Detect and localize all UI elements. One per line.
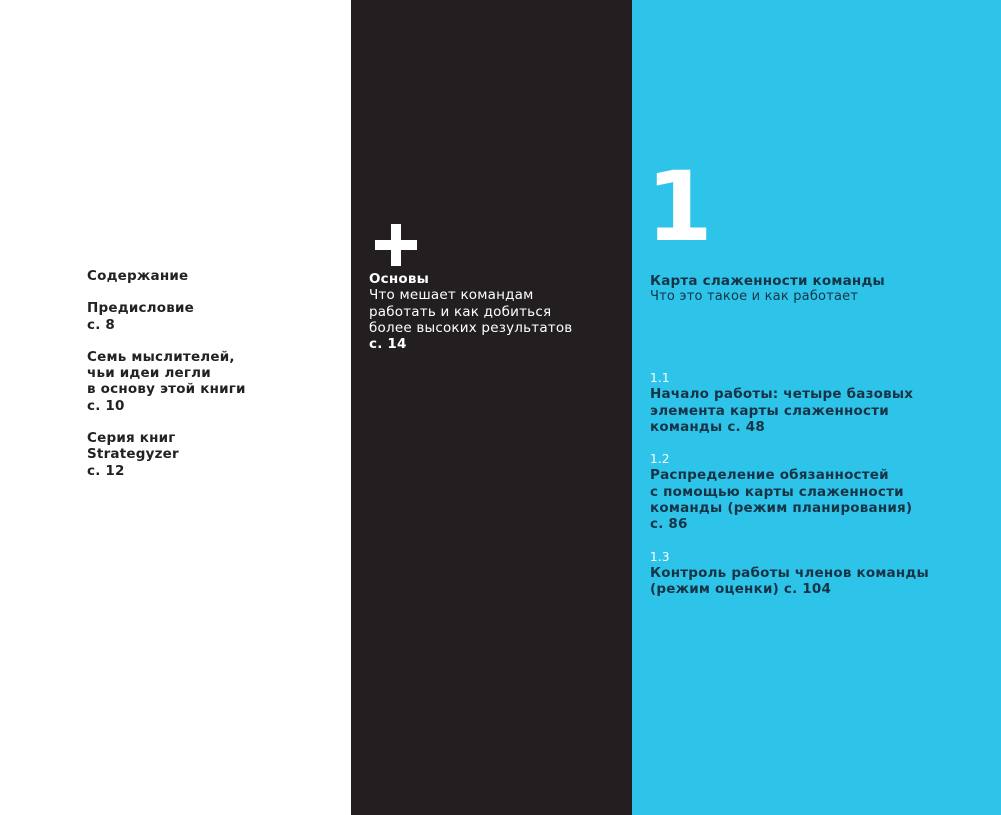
chapter-heading[interactable] xyxy=(650,273,885,306)
section-1-2[interactable] xyxy=(650,451,929,532)
basics-column xyxy=(351,0,632,815)
toc-item-preface[interactable] xyxy=(87,300,246,333)
plus-icon xyxy=(375,224,417,266)
toc-page: с. 8 xyxy=(87,316,116,333)
basics-desc: работать и как добиться xyxy=(369,303,552,320)
toc-item-book-series[interactable] xyxy=(87,430,246,479)
toc-line: чьи идеи легли xyxy=(87,365,211,382)
section-list xyxy=(650,370,929,614)
section-line: команды (режим планирования) xyxy=(650,500,913,517)
chapter-number: 1 xyxy=(646,151,713,263)
basics-title: Основы xyxy=(369,271,430,287)
section-line: команды с. 48 xyxy=(650,418,765,435)
toc-line: Предисловие xyxy=(87,300,195,317)
section-line: с помощью карты слаженности xyxy=(650,483,904,500)
chapter-column xyxy=(632,0,1001,815)
front-matter-column xyxy=(0,0,351,815)
toc-line: Strategyzer xyxy=(87,446,179,463)
basics-desc: более высоких результатов xyxy=(369,319,573,336)
front-matter-list xyxy=(87,268,246,495)
toc-page: с. 12 xyxy=(87,462,125,479)
toc-item-basics[interactable] xyxy=(369,271,572,352)
toc-line: Семь мыслителей, xyxy=(87,348,235,365)
toc-item-contents[interactable] xyxy=(87,268,246,284)
section-1-3[interactable] xyxy=(650,549,929,598)
chapter-subtitle: Что это такое и как работает xyxy=(650,289,859,305)
section-line: элемента карты слаженности xyxy=(650,402,889,419)
section-line: Начало работы: четыре базовых xyxy=(650,386,914,403)
section-line: Контроль работы членов команды xyxy=(650,564,929,581)
section-line: Распределение обязанностей xyxy=(650,467,889,484)
section-line: (режим оценки) с. 104 xyxy=(650,581,832,598)
section-1-1[interactable] xyxy=(650,370,929,435)
toc-line: Содержание xyxy=(87,268,189,284)
section-number: 1.1 xyxy=(650,371,670,385)
basics-page: с. 14 xyxy=(369,336,407,353)
toc-item-seven-thinkers[interactable] xyxy=(87,349,246,414)
toc-line: Серия книг xyxy=(87,430,176,447)
section-number: 1.3 xyxy=(650,549,670,564)
section-number: 1.2 xyxy=(650,452,670,467)
chapter-title: Карта слаженности команды xyxy=(650,273,885,289)
basics-desc: Что мешает командам xyxy=(369,287,534,304)
toc-page: с. 10 xyxy=(87,397,125,414)
toc-line: в основу этой книги xyxy=(87,381,246,398)
section-line: с. 86 xyxy=(650,516,688,533)
